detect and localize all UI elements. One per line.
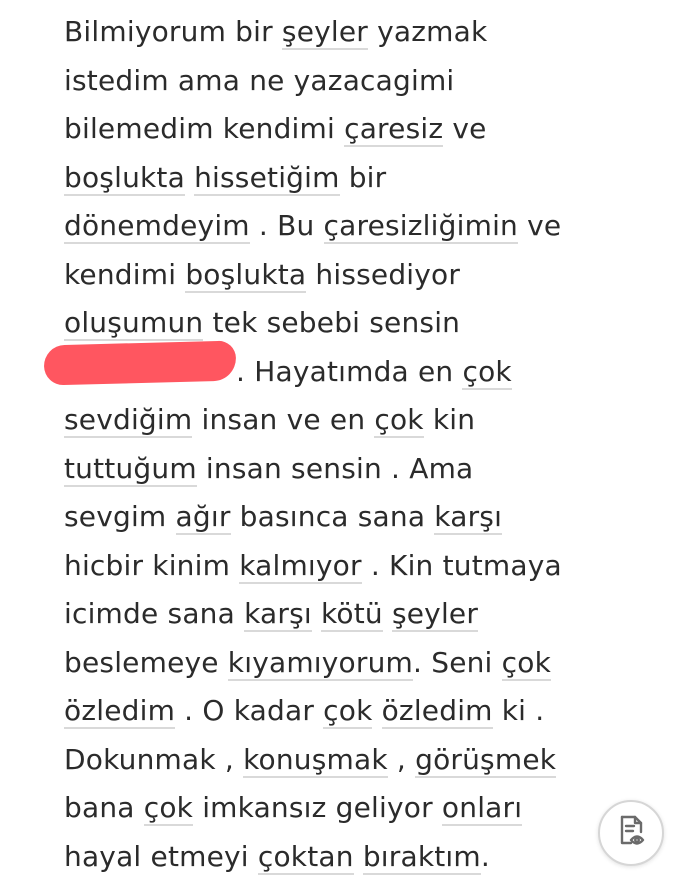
spell-underlined-word[interactable]: onları <box>442 791 522 826</box>
text-segment: ve <box>518 209 561 242</box>
text-segment: bilemedim kendimi <box>64 112 344 145</box>
spell-underlined-word[interactable]: konuşmak <box>243 743 388 778</box>
redaction-mark <box>44 340 237 385</box>
text-segment: beslemeye <box>64 646 228 679</box>
spell-underlined-word[interactable]: çok <box>502 646 551 681</box>
spell-underlined-word[interactable]: çok <box>323 694 372 729</box>
spell-underlined-word[interactable]: oluşumun <box>64 306 203 341</box>
text-segment: yazmak <box>368 15 487 48</box>
text-segment: ki . <box>493 694 545 727</box>
reader-mode-button[interactable] <box>598 800 664 866</box>
text-segment: istedim ama ne yazacagimi <box>64 64 454 97</box>
text-segment <box>383 597 392 630</box>
text-segment: icimde sana <box>64 597 244 630</box>
text-segment: kendimi <box>64 258 185 291</box>
text-line <box>64 639 664 688</box>
text-line <box>64 57 664 106</box>
text-segment: Bilmiyorum bir <box>64 15 282 48</box>
text-segment: . Kin tutmaya <box>362 549 562 582</box>
spell-underlined-word[interactable]: ağır <box>176 500 231 535</box>
text-segment: Dokunmak , <box>64 743 243 776</box>
text-segment: bir <box>340 161 387 194</box>
text-segment: . <box>481 840 490 873</box>
text-segment: hayal etmeyi <box>64 840 258 873</box>
text-line <box>64 833 664 881</box>
text-segment: . Seni <box>413 646 502 679</box>
spell-underlined-word[interactable]: hissetiğim <box>194 161 340 196</box>
spell-underlined-word[interactable]: görüşmek <box>415 743 556 778</box>
text-line <box>64 736 664 785</box>
text-segment: bana <box>64 791 144 824</box>
spell-underlined-word[interactable]: dönemdeyim <box>64 209 250 244</box>
spell-underlined-word[interactable]: boşlukta <box>185 258 306 293</box>
text-segment <box>312 597 321 630</box>
text-segment: . O kadar <box>175 694 323 727</box>
text-segment: insan ve en <box>192 403 374 436</box>
spell-underlined-word[interactable]: boşlukta <box>64 161 185 196</box>
text-line <box>64 154 664 203</box>
note-body <box>64 8 664 881</box>
spell-underlined-word[interactable]: çok <box>374 403 423 438</box>
spell-underlined-word[interactable]: karşı <box>434 500 502 535</box>
spell-underlined-word[interactable]: çoktan <box>258 840 354 875</box>
document-eye-icon <box>613 813 649 854</box>
text-segment: . Hayatımda en <box>236 355 462 388</box>
text-segment <box>372 694 381 727</box>
text-line <box>64 493 664 542</box>
text-segment: kin <box>424 403 475 436</box>
text-line <box>64 542 664 591</box>
spell-underlined-word[interactable]: çaresiz <box>344 112 443 147</box>
text-segment <box>185 161 194 194</box>
spell-underlined-word[interactable]: sevdiğim <box>64 403 192 438</box>
spell-underlined-word[interactable]: şeyler <box>282 15 368 50</box>
text-line <box>64 251 664 300</box>
text-segment: , <box>388 743 415 776</box>
text-line <box>64 445 664 494</box>
text-segment: sevgim <box>64 500 176 533</box>
text-line <box>64 590 664 639</box>
spell-underlined-word[interactable]: şeyler <box>392 597 478 632</box>
text-segment: imkansız geliyor <box>193 791 442 824</box>
text-segment: basınca sana <box>231 500 435 533</box>
spell-underlined-word[interactable]: çok <box>462 355 511 390</box>
spell-underlined-word[interactable]: çaresizliğimin <box>324 209 518 244</box>
text-line <box>64 8 664 57</box>
spell-underlined-word[interactable]: tuttuğum <box>64 452 197 487</box>
text-line <box>64 202 664 251</box>
text-segment: tek sebebi sensin <box>203 306 460 339</box>
spell-underlined-word[interactable]: kalmıyor <box>239 549 362 584</box>
spell-underlined-word[interactable]: bıraktım <box>363 840 481 875</box>
text-line <box>64 396 664 445</box>
spell-underlined-word[interactable]: kötü <box>321 597 383 632</box>
spell-underlined-word[interactable]: çok <box>144 791 193 826</box>
text-line <box>64 105 664 154</box>
text-segment: ve <box>443 112 486 145</box>
text-segment: . Bu <box>250 209 324 242</box>
spell-underlined-word[interactable]: özledim <box>382 694 493 729</box>
text-segment: insan sensin . Ama <box>197 452 474 485</box>
text-segment: hicbir kinim <box>64 549 239 582</box>
spell-underlined-word[interactable]: kıyamıyorum <box>228 646 413 681</box>
text-line <box>64 687 664 736</box>
text-segment: hissediyor <box>306 258 460 291</box>
text-line <box>64 299 664 348</box>
text-line <box>64 784 664 833</box>
spell-underlined-word[interactable]: özledim <box>64 694 175 729</box>
spell-underlined-word[interactable]: karşı <box>244 597 312 632</box>
